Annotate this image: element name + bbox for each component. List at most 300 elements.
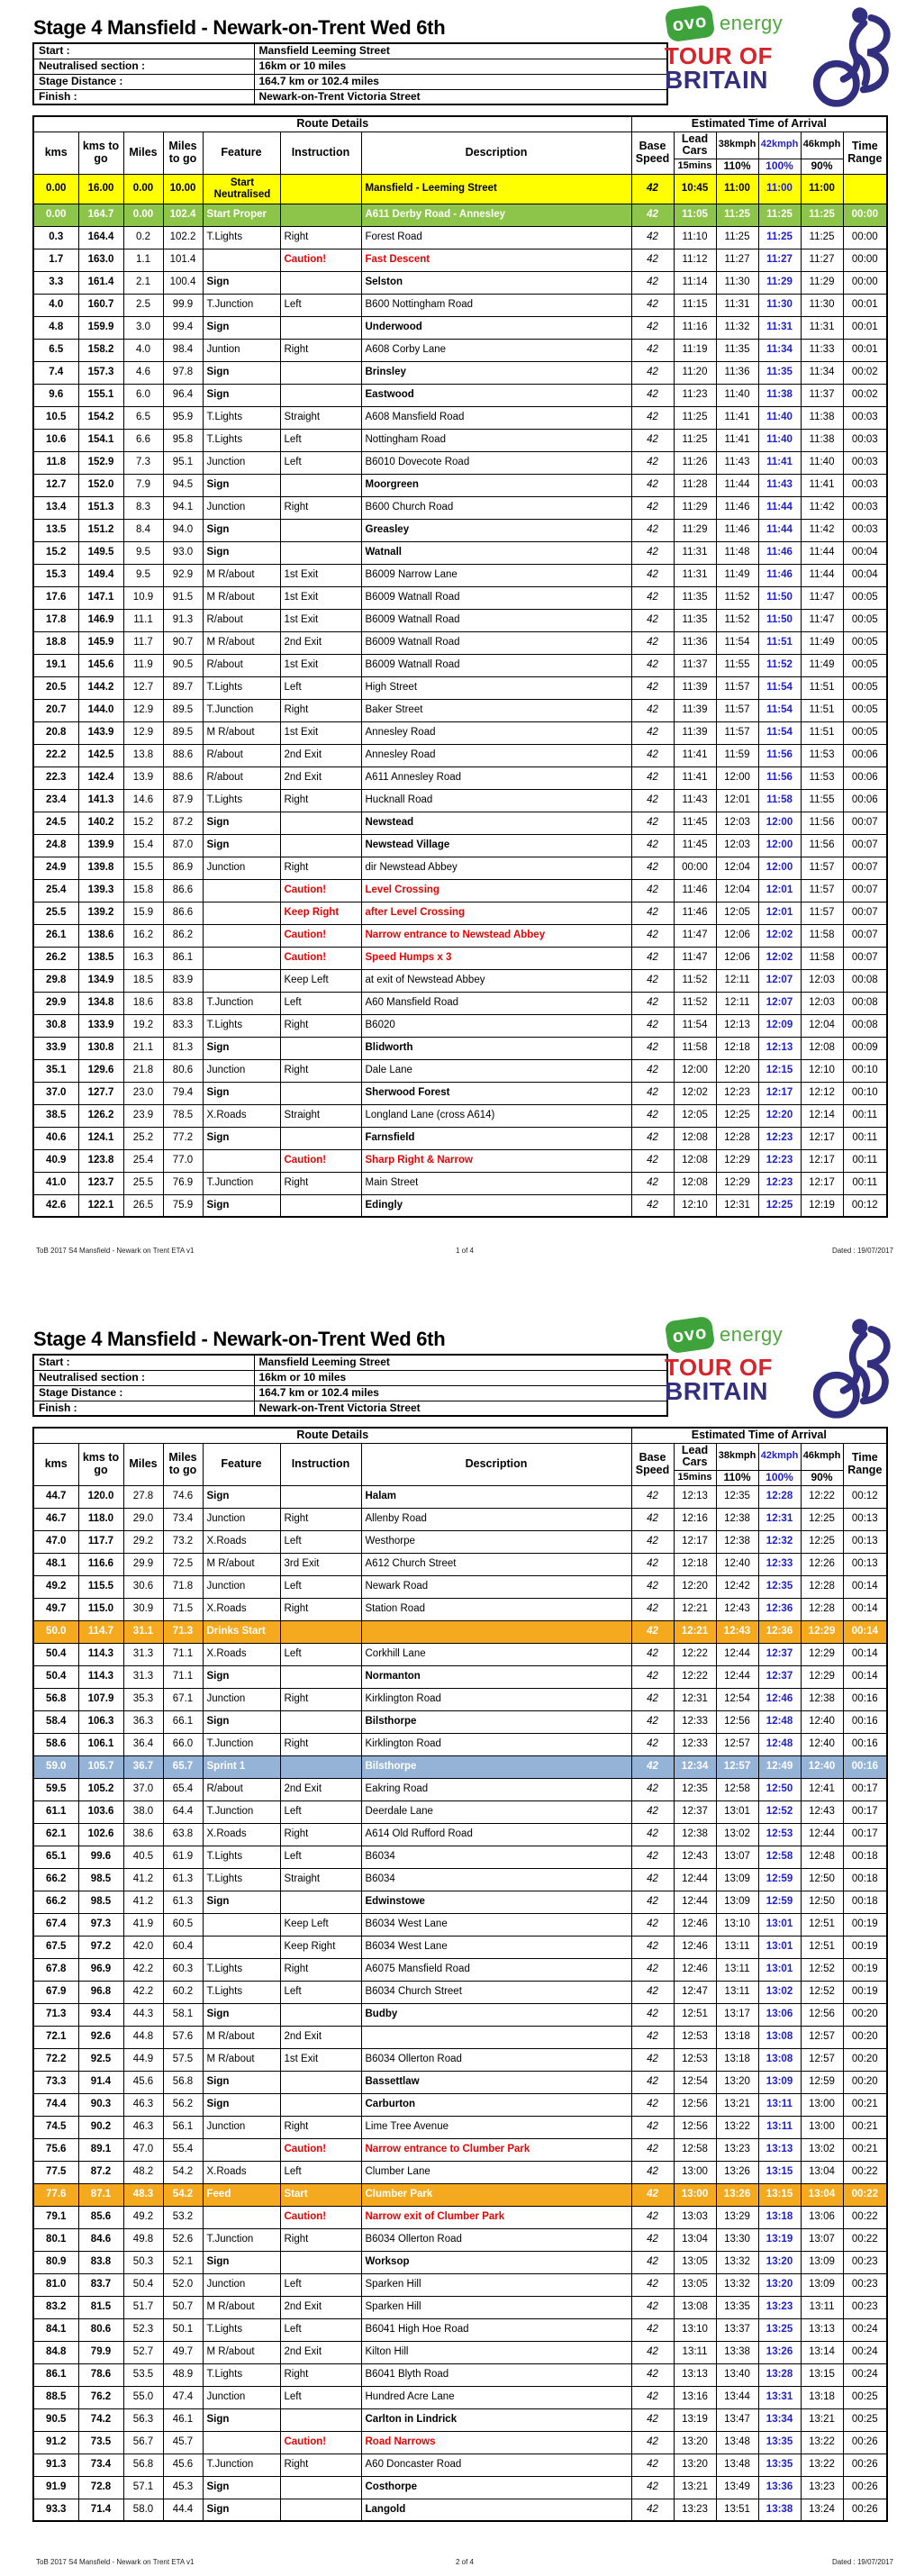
cell-feature: Sign: [203, 384, 280, 406]
cell-kms: 15.3: [33, 564, 78, 586]
cell-46kmph: 11:51: [801, 676, 843, 699]
route-row: [33, 2048, 887, 2071]
cell-instruction: [280, 834, 361, 857]
cell-feature: Sign: [203, 474, 280, 496]
cell-kms: 0.00: [33, 174, 78, 204]
cell-description: B6009 Watnall Road: [361, 609, 631, 631]
cell-46kmph: 11:37: [801, 384, 843, 406]
cell-instruction: Right: [280, 1014, 361, 1037]
cell-miles: 12.9: [123, 721, 163, 744]
cell-instruction: [280, 1037, 361, 1059]
cell-kms: 6.5: [33, 339, 78, 361]
cell-feature: T.Lights: [203, 1846, 280, 1868]
cell-time-range: 00:01: [843, 339, 887, 361]
cell-46kmph: 12:17: [801, 1149, 843, 1172]
cell-description: Narrow entrance to Clumber Park: [361, 2138, 631, 2161]
cell-base-speed: 42: [631, 2454, 674, 2476]
route-row: [33, 1553, 887, 1575]
cell-instruction: Left: [280, 429, 361, 451]
cell-base-speed: 42: [631, 992, 674, 1014]
cell-instruction: 2nd Exit: [280, 2341, 361, 2363]
cell-46kmph: 13:11: [801, 2296, 843, 2318]
cell-description: Dale Lane: [361, 1059, 631, 1082]
cell-42kmph: 12:23: [758, 1172, 801, 1194]
cell-miles-to-go: 81.3: [163, 1037, 203, 1059]
cell-miles: 56.8: [123, 2454, 163, 2476]
cell-base-speed: 42: [631, 1553, 674, 1575]
cell-time-range: 00:17: [843, 1800, 887, 1823]
cell-description: Edwinstowe: [361, 1891, 631, 1913]
cell-feature: Junction: [203, 2273, 280, 2296]
cell-base-speed: 42: [631, 451, 674, 474]
cell-instruction: Keep Right: [280, 902, 361, 924]
cell-time-range: 00:08: [843, 969, 887, 992]
cell-38kmph: 13:02: [716, 1823, 758, 1846]
cell-time-range: 00:14: [843, 1643, 887, 1665]
cell-base-speed: 42: [631, 564, 674, 586]
cell-feature: Junction: [203, 2386, 280, 2408]
cell-miles: 29.2: [123, 1530, 163, 1553]
cell-lead-cars: 11:39: [674, 699, 716, 721]
cell-instruction: Left: [280, 1530, 361, 1553]
cell-base-speed: 42: [631, 2003, 674, 2026]
route-row: [33, 1936, 887, 1958]
cell-time-range: 00:13: [843, 1553, 887, 1575]
cell-kms: 23.4: [33, 789, 78, 812]
cell-kms-to-go: 97.2: [78, 1936, 123, 1958]
route-row: [33, 361, 887, 384]
cell-38kmph: 12:06: [716, 924, 758, 947]
cell-miles: 26.5: [123, 1194, 163, 1217]
route-table: [32, 115, 888, 1218]
cell-kms: 74.5: [33, 2116, 78, 2138]
route-row: [33, 812, 887, 834]
cell-miles-to-go: 61.3: [163, 1891, 203, 1913]
cell-miles-to-go: 83.9: [163, 969, 203, 992]
route-table: [32, 1427, 888, 2522]
cell-time-range: 00:26: [843, 2431, 887, 2454]
route-row: [33, 2296, 887, 2318]
cell-46kmph: 11:25: [801, 204, 843, 226]
cell-lead-cars: 11:47: [674, 924, 716, 947]
cell-46kmph: 12:26: [801, 1553, 843, 1575]
cell-kms-to-go: 80.6: [78, 2318, 123, 2341]
cell-lead-cars: 13:11: [674, 2341, 716, 2363]
cell-time-range: 00:16: [843, 1755, 887, 1778]
sub-90pct: 90%: [801, 159, 843, 174]
cell-instruction: [280, 1710, 361, 1733]
cell-description: Brinsley: [361, 361, 631, 384]
cell-kms-to-go: 144.0: [78, 699, 123, 721]
cell-kms: 79.1: [33, 2206, 78, 2228]
cell-description: after Level Crossing: [361, 902, 631, 924]
cell-miles-to-go: 88.6: [163, 744, 203, 766]
cell-42kmph: 12:31: [758, 1508, 801, 1530]
cell-time-range: 00:07: [843, 924, 887, 947]
route-row: [33, 586, 887, 609]
cell-miles: 25.4: [123, 1149, 163, 1172]
cell-42kmph: 12:17: [758, 1082, 801, 1104]
route-row: [33, 1104, 887, 1127]
cell-lead-cars: 11:26: [674, 451, 716, 474]
cell-miles-to-go: 73.2: [163, 1530, 203, 1553]
cell-feature: T.Lights: [203, 1014, 280, 1037]
cell-lead-cars: 11:23: [674, 384, 716, 406]
cell-kms-to-go: 133.9: [78, 1014, 123, 1037]
cell-38kmph: 13:49: [716, 2476, 758, 2499]
cell-kms: 26.1: [33, 924, 78, 947]
cell-42kmph: 12:53: [758, 1823, 801, 1846]
cell-instruction: 1st Exit: [280, 586, 361, 609]
cell-miles: 7.9: [123, 474, 163, 496]
cell-46kmph: 11:00: [801, 174, 843, 204]
page-footer: [36, 2558, 893, 2569]
cell-instruction: Right: [280, 1733, 361, 1755]
cell-miles: 37.0: [123, 1778, 163, 1800]
route-row: [33, 316, 887, 339]
cell-feature: Sign: [203, 812, 280, 834]
route-row: [33, 2454, 887, 2476]
page-2: [0, 1288, 915, 2576]
cell-feature: Junction: [203, 857, 280, 879]
col-46kmph: 46kmph: [801, 132, 843, 159]
britain-label: BRITAIN: [665, 1376, 768, 1405]
cell-instruction: Left: [280, 2318, 361, 2341]
cell-38kmph: 12:06: [716, 947, 758, 969]
cell-46kmph: 13:06: [801, 2206, 843, 2228]
cell-time-range: 00:06: [843, 744, 887, 766]
cell-42kmph: 13:13: [758, 2138, 801, 2161]
cell-42kmph: 11:40: [758, 429, 801, 451]
cell-kms: 38.5: [33, 1104, 78, 1127]
cell-kms-to-go: 160.7: [78, 294, 123, 316]
cell-kms: 0.3: [33, 226, 78, 249]
cell-38kmph: 12:01: [716, 789, 758, 812]
cell-38kmph: 11:25: [716, 204, 758, 226]
cell-kms: 74.4: [33, 2093, 78, 2116]
cell-38kmph: 11:44: [716, 474, 758, 496]
cell-instruction: [280, 204, 361, 226]
cell-time-range: 00:03: [843, 406, 887, 429]
cell-38kmph: 13:32: [716, 2251, 758, 2273]
cell-time-range: 00:11: [843, 1149, 887, 1172]
cell-46kmph: 12:50: [801, 1868, 843, 1891]
cell-feature: T.Junction: [203, 1800, 280, 1823]
cell-miles-to-go: 86.9: [163, 857, 203, 879]
route-row: [33, 789, 887, 812]
cell-time-range: 00:07: [843, 857, 887, 879]
cell-kms: 81.0: [33, 2273, 78, 2296]
cell-instruction: [280, 2003, 361, 2026]
cell-time-range: 00:16: [843, 1710, 887, 1733]
cell-kms-to-go: 142.4: [78, 766, 123, 789]
cell-42kmph: 13:09: [758, 2071, 801, 2093]
cell-miles: 15.2: [123, 812, 163, 834]
cell-miles: 18.6: [123, 992, 163, 1014]
cell-kms: 61.1: [33, 1800, 78, 1823]
cell-instruction: Right: [280, 1598, 361, 1620]
cell-38kmph: 13:30: [716, 2228, 758, 2251]
cell-42kmph: 13:11: [758, 2116, 801, 2138]
cell-base-speed: 42: [631, 721, 674, 744]
cell-description: Kirklington Road: [361, 1733, 631, 1755]
cell-feature: [203, 2431, 280, 2454]
cell-time-range: 00:02: [843, 384, 887, 406]
cell-miles-to-go: 60.3: [163, 1958, 203, 1981]
cell-base-speed: 42: [631, 969, 674, 992]
cell-kms: 44.7: [33, 1485, 78, 1508]
route-row: [33, 1172, 887, 1194]
cell-description: [361, 2026, 631, 2048]
cell-description: B600 Nottingham Road: [361, 294, 631, 316]
cell-kms-to-go: 138.5: [78, 947, 123, 969]
cell-38kmph: 11:27: [716, 249, 758, 271]
cell-description: B6034 Ollerton Road: [361, 2228, 631, 2251]
britain-label: BRITAIN: [665, 65, 768, 94]
cell-46kmph: 13:14: [801, 2341, 843, 2363]
cell-description: [361, 1620, 631, 1643]
cell-42kmph: 13:26: [758, 2341, 801, 2363]
route-row: [33, 1800, 887, 1823]
cell-instruction: 1st Exit: [280, 564, 361, 586]
info-label-neutralised: Neutralised section :: [33, 1370, 254, 1385]
cell-lead-cars: 11:28: [674, 474, 716, 496]
cell-kms-to-go: 147.1: [78, 586, 123, 609]
cell-kms-to-go: 149.4: [78, 564, 123, 586]
cell-46kmph: 11:58: [801, 924, 843, 947]
info-label-distance: Stage Distance :: [33, 74, 254, 89]
cell-miles-to-go: 45.6: [163, 2454, 203, 2476]
cell-base-speed: 42: [631, 1508, 674, 1530]
cell-base-speed: 42: [631, 2183, 674, 2206]
cell-kms-to-go: 127.7: [78, 1082, 123, 1104]
cell-instruction: Keep Left: [280, 969, 361, 992]
cell-description: A60 Doncaster Road: [361, 2454, 631, 2476]
cell-42kmph: 12:20: [758, 1104, 801, 1127]
route-row: [33, 1127, 887, 1149]
cell-42kmph: 11:50: [758, 609, 801, 631]
cell-42kmph: 12:13: [758, 1037, 801, 1059]
cell-description: Costhorpe: [361, 2476, 631, 2499]
cell-description: A611 Derby Road - Annesley: [361, 204, 631, 226]
cell-base-speed: 42: [631, 496, 674, 519]
cell-42kmph: 13:19: [758, 2228, 801, 2251]
cell-description: Selston: [361, 271, 631, 294]
cell-miles-to-go: 49.7: [163, 2341, 203, 2363]
cell-miles-to-go: 88.6: [163, 766, 203, 789]
cell-instruction: [280, 2251, 361, 2273]
cell-46kmph: 11:38: [801, 406, 843, 429]
col-kms-to-go: kms to go: [78, 132, 123, 174]
cell-lead-cars: 11:45: [674, 834, 716, 857]
cell-kms: 3.3: [33, 271, 78, 294]
cell-time-range: 00:05: [843, 699, 887, 721]
cell-base-speed: 42: [631, 226, 674, 249]
cell-lead-cars: 11:31: [674, 564, 716, 586]
cell-lead-cars: 12:53: [674, 2048, 716, 2071]
cell-description: Budby: [361, 2003, 631, 2026]
cell-kms: 48.1: [33, 1553, 78, 1575]
cell-lead-cars: 13:16: [674, 2386, 716, 2408]
cell-42kmph: 11:25: [758, 204, 801, 226]
cell-instruction: 1st Exit: [280, 654, 361, 676]
cell-42kmph: 13:25: [758, 2318, 801, 2341]
cell-46kmph: 12:29: [801, 1620, 843, 1643]
cell-kms: 29.8: [33, 969, 78, 992]
cell-description: B6009 Watnall Road: [361, 586, 631, 609]
cell-time-range: 00:26: [843, 2454, 887, 2476]
cell-miles-to-go: 94.5: [163, 474, 203, 496]
route-row: [33, 654, 887, 676]
cell-lead-cars: 13:10: [674, 2318, 716, 2341]
cell-feature: [203, 1149, 280, 1172]
cell-base-speed: 42: [631, 744, 674, 766]
col-miles-to-go: Miles to go: [163, 1443, 203, 1485]
cell-38kmph: 12:11: [716, 992, 758, 1014]
cell-lead-cars: 11:12: [674, 249, 716, 271]
cell-miles-to-go: 99.9: [163, 294, 203, 316]
sub-110pct: 110%: [716, 159, 758, 174]
cell-42kmph: 11:29: [758, 271, 801, 294]
cell-miles-to-go: 64.4: [163, 1800, 203, 1823]
info-label-finish: Finish :: [33, 89, 254, 104]
cell-feature: T.Lights: [203, 676, 280, 699]
cell-kms-to-go: 98.5: [78, 1891, 123, 1913]
cell-time-range: 00:23: [843, 2251, 887, 2273]
cell-time-range: [843, 174, 887, 204]
cell-46kmph: 13:22: [801, 2454, 843, 2476]
cell-38kmph: 11:41: [716, 429, 758, 451]
cell-46kmph: 13:21: [801, 2408, 843, 2431]
cell-42kmph: 13:20: [758, 2251, 801, 2273]
cell-feature: Sign: [203, 1710, 280, 1733]
stage-info-table: [32, 42, 668, 105]
cell-miles-to-go: 91.5: [163, 586, 203, 609]
cell-feature: Sign: [203, 2251, 280, 2273]
route-row: [33, 1778, 887, 1800]
route-row: [33, 1643, 887, 1665]
cell-38kmph: 13:26: [716, 2161, 758, 2183]
cell-description: Farnsfield: [361, 1127, 631, 1149]
cell-base-speed: 42: [631, 361, 674, 384]
cell-miles: 46.3: [123, 2116, 163, 2138]
cell-38kmph: 11:32: [716, 316, 758, 339]
cell-42kmph: 12:02: [758, 947, 801, 969]
info-row-finish: [33, 1401, 667, 1416]
cell-46kmph: 12:50: [801, 1891, 843, 1913]
cell-miles: 13.8: [123, 744, 163, 766]
cell-kms: 91.3: [33, 2454, 78, 2476]
cell-base-speed: 42: [631, 339, 674, 361]
cell-feature: Junction: [203, 2116, 280, 2138]
cell-miles-to-go: 89.7: [163, 676, 203, 699]
cell-46kmph: 13:15: [801, 2363, 843, 2386]
cell-38kmph: 12:29: [716, 1149, 758, 1172]
route-row: [33, 2408, 887, 2431]
cell-miles-to-go: 102.2: [163, 226, 203, 249]
cell-kms: 86.1: [33, 2363, 78, 2386]
cell-description: Clumber Park: [361, 2183, 631, 2206]
cell-base-speed: 42: [631, 1643, 674, 1665]
cell-time-range: 00:07: [843, 879, 887, 902]
cell-time-range: 00:04: [843, 564, 887, 586]
footer-doc-name: ToB 2017 S4 Mansfield - Newark on Trent ETA v1: [36, 2558, 195, 2566]
cell-time-range: 00:18: [843, 1846, 887, 1868]
route-row: [33, 992, 887, 1014]
cell-feature: Sign: [203, 361, 280, 384]
route-row: [33, 564, 887, 586]
cell-miles: 0.2: [123, 226, 163, 249]
cell-kms: 88.5: [33, 2386, 78, 2408]
cell-kms: 66.2: [33, 1868, 78, 1891]
route-row: [33, 474, 887, 496]
cell-base-speed: 42: [631, 2341, 674, 2363]
cell-kms-to-go: 16.00: [78, 174, 123, 204]
cell-time-range: 00:06: [843, 789, 887, 812]
cell-lead-cars: 11:29: [674, 496, 716, 519]
cell-kms: 41.0: [33, 1172, 78, 1194]
cell-kms-to-go: 90.3: [78, 2093, 123, 2116]
cell-38kmph: 11:54: [716, 631, 758, 654]
cell-46kmph: 12:29: [801, 1643, 843, 1665]
cell-kms: 72.1: [33, 2026, 78, 2048]
cell-miles: 16.2: [123, 924, 163, 947]
col-42kmph: 42kmph: [758, 1443, 801, 1470]
cell-38kmph: 11:52: [716, 586, 758, 609]
cell-feature: [203, 2138, 280, 2161]
cell-miles: 27.8: [123, 1485, 163, 1508]
cell-miles: 44.9: [123, 2048, 163, 2071]
cell-miles: 1.1: [123, 249, 163, 271]
cell-46kmph: 13:24: [801, 2499, 843, 2521]
cell-description: Bassettlaw: [361, 2071, 631, 2093]
cell-description: Annesley Road: [361, 721, 631, 744]
cell-miles-to-go: 73.4: [163, 1508, 203, 1530]
cell-38kmph: 12:20: [716, 1059, 758, 1082]
cell-time-range: 00:21: [843, 2093, 887, 2116]
cell-42kmph: 12:23: [758, 1127, 801, 1149]
cell-miles: 9.5: [123, 541, 163, 564]
cell-42kmph: 12:37: [758, 1643, 801, 1665]
cell-description: Nottingham Road: [361, 429, 631, 451]
cell-42kmph: 12:52: [758, 1800, 801, 1823]
cell-miles-to-go: 55.4: [163, 2138, 203, 2161]
cell-instruction: Caution!: [280, 2206, 361, 2228]
cell-instruction: Right: [280, 2454, 361, 2476]
cell-miles: 31.3: [123, 1665, 163, 1688]
cell-miles-to-go: 87.0: [163, 834, 203, 857]
cell-instruction: 2nd Exit: [280, 2296, 361, 2318]
cyclist-icon: [811, 5, 897, 108]
cell-instruction: [280, 812, 361, 834]
cell-lead-cars: 12:53: [674, 2026, 716, 2048]
cell-lead-cars: 11:16: [674, 316, 716, 339]
cell-46kmph: 11:27: [801, 249, 843, 271]
cell-base-speed: 42: [631, 586, 674, 609]
cell-lead-cars: 11:36: [674, 631, 716, 654]
cell-miles: 49.2: [123, 2206, 163, 2228]
cell-miles: 57.1: [123, 2476, 163, 2499]
cell-feature: Sign: [203, 1485, 280, 1508]
cell-miles: 45.6: [123, 2071, 163, 2093]
cell-lead-cars: 12:08: [674, 1127, 716, 1149]
cell-time-range: 00:21: [843, 2138, 887, 2161]
cell-42kmph: 12:09: [758, 1014, 801, 1037]
cell-description: Hundred Acre Lane: [361, 2386, 631, 2408]
cell-kms: 62.1: [33, 1823, 78, 1846]
cell-time-range: 00:00: [843, 226, 887, 249]
cell-46kmph: 11:57: [801, 902, 843, 924]
